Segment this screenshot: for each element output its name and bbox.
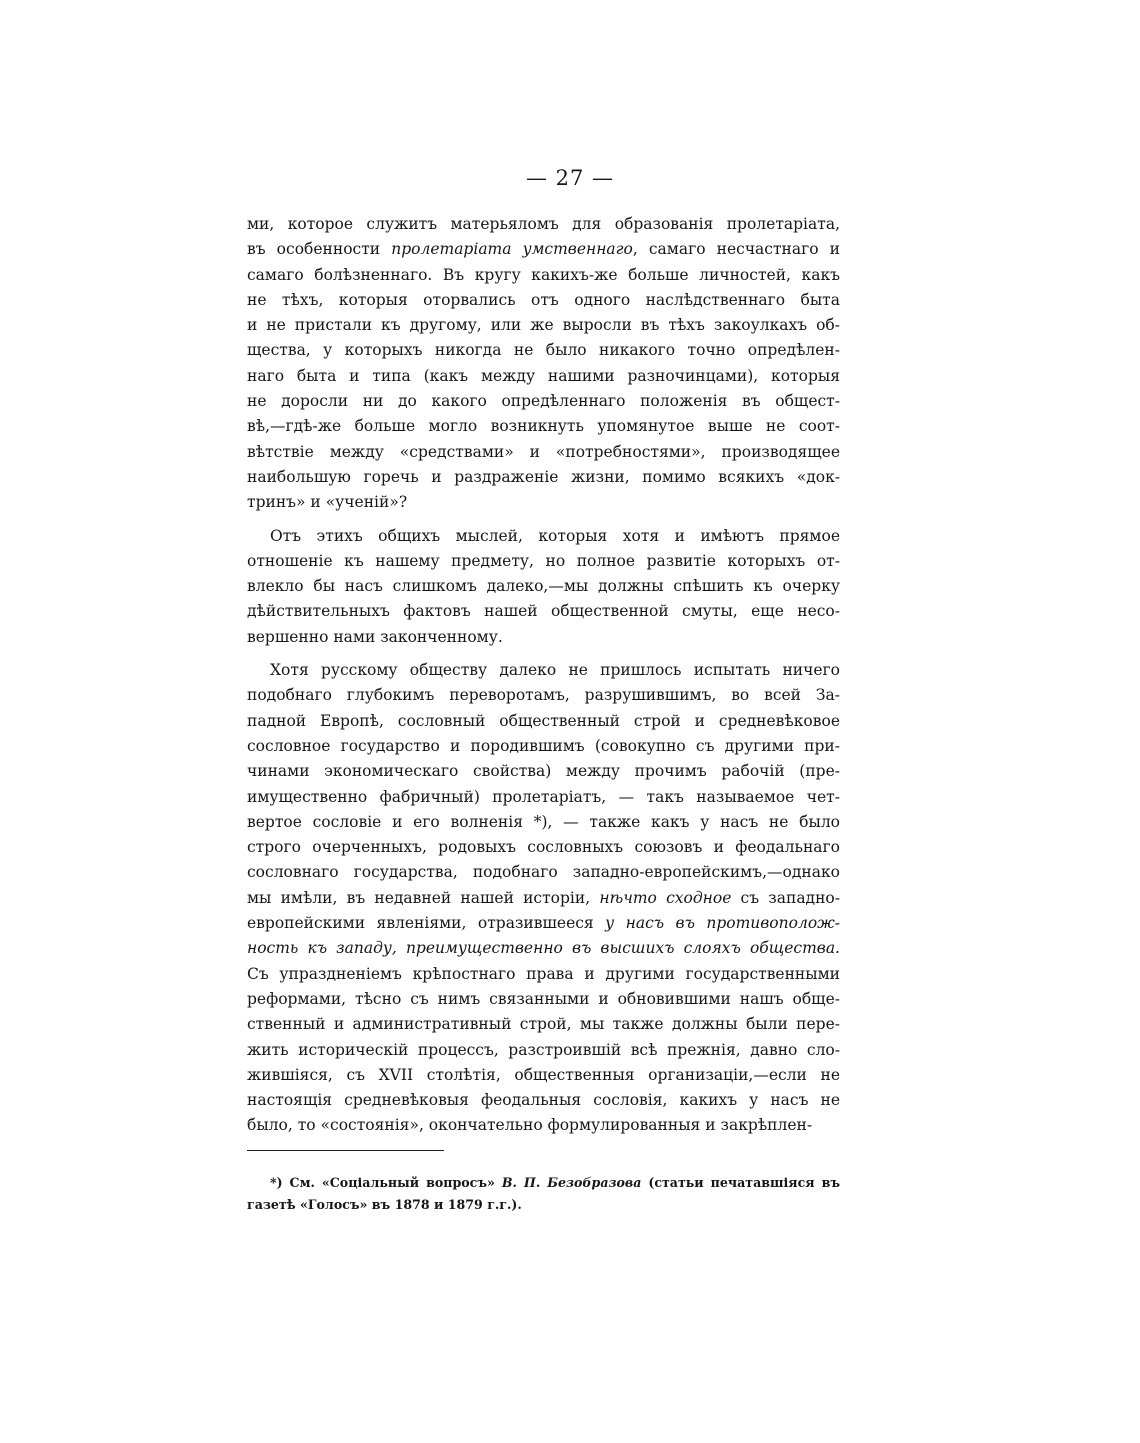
text-line: вѣ,—гдѣ-же больше могло возникнуть упомянутое выше не соот- (247, 417, 840, 436)
text-line: Хотя русскому обществу далеко не пришлось испытать ничего (270, 661, 840, 680)
text-line: сословнаго государства, подобнаго западно-европейскимъ,—однако (247, 863, 840, 882)
text-line: подобнаго глубокимъ переворотамъ, разрушившимъ, во всей За- (247, 686, 840, 705)
italic-text: нѣчто сходное (599, 888, 732, 907)
text-line: ственный и административный строй, мы также должны были пере- (247, 1015, 840, 1034)
footnote (247, 1172, 840, 1216)
text-line: и не пристали къ другому, или же выросли въ тѣхъ закоулкахъ об- (247, 316, 840, 335)
paragraph-1 (247, 212, 840, 516)
text-line: отношеніе къ нашему предмету, но полное развитіе которыхъ от- (247, 551, 840, 570)
text-line: вершенно нами законченному. (247, 627, 503, 646)
text-line: наго быта и типа (какъ между нашими разночинцами), которыя (247, 366, 840, 385)
text-line: падной Европѣ, сословный общественный строй и средневѣковое (247, 711, 840, 730)
text-line: тринъ» и «ученій»? (247, 493, 408, 512)
italic-text: у насъ въ противополож- (605, 914, 840, 933)
paragraph-2 (247, 524, 840, 650)
text-line: сословное государство и породившимъ (совокупно съ другими при- (247, 736, 840, 755)
page-number: — 27 — (525, 166, 615, 190)
text-line: жившіяся, съ XVII столѣтія, общественныя организаціи,—если не (247, 1065, 840, 1084)
text-line: жить историческій процессъ, разстроившій всѣ прежнія, давно сло- (247, 1040, 840, 1059)
text-line: не тѣхъ, которыя оторвались отъ одного наслѣдственнаго быта (247, 290, 840, 309)
text-line: было, то «состоянія», окончательно формулированныя и закрѣплен- (247, 1116, 813, 1135)
footnote-line: *) См. «Соціальный вопросъ» В. П. Безобразова (статьи печатавшіяся въ (270, 1175, 840, 1190)
italic-text: пролетаріата умственнаго (391, 240, 633, 259)
text-line: реформами, тѣсно съ нимъ связанными и обновившими нашъ обще- (247, 989, 840, 1008)
footnote-divider (247, 1150, 444, 1151)
text-line: щества, у которыхъ никогда не было никакого точно опредѣлен- (247, 341, 840, 360)
text-line: не доросли ни до какого опредѣленнаго положенія въ общест- (247, 392, 840, 411)
text-line: настоящія средневѣковыя феодальныя сословія, какихъ у насъ не (247, 1091, 840, 1110)
italic-text: ность къ западу, преимущественно въ высшихъ слояхъ общества. (247, 939, 840, 958)
italic-text: В. П. Безобразова (501, 1175, 642, 1190)
footnote-line: газетѣ «Голосъ» въ 1878 и 1879 г.г.). (247, 1197, 522, 1212)
text-line: самаго болѣзненнаго. Въ кругу какихъ-же больше личностей, какъ (247, 265, 840, 284)
text-line: Отъ этихъ общихъ мыслей, которыя хотя и имѣютъ прямое (270, 526, 840, 545)
body-text (247, 212, 840, 1139)
text-line: чинами экономическаго свойства) между прочимъ рабочій (пре- (247, 762, 840, 781)
text-line: ми, которое служитъ матерьяломъ для образованія пролетаріата, (247, 215, 840, 233)
text-line: вѣтствіе между «средствами» и «потребностями», производящее (247, 442, 840, 461)
text-line: мы имѣли, въ недавней нашей исторіи, нѣчто сходное съ западно- (247, 888, 840, 907)
text-line: имущественно фабричный) пролетаріатъ, — такъ называемое чет- (247, 787, 840, 806)
text-line: европейскими явленіями, отразившееся у насъ въ противополож- (247, 914, 840, 933)
text-line: наибольшую горечь и раздраженіе жизни, помимо всякихъ «док- (247, 467, 840, 486)
text-line: строго очерченныхъ, родовыхъ сословныхъ союзовъ и феодальнаго (247, 838, 840, 857)
text-line: вертое сословіе и его волненія *), — также какъ у насъ не было (247, 812, 840, 831)
text-line: дѣйствительныхъ фактовъ нашей общественной смуты, еще несо- (247, 602, 840, 621)
paragraph-3 (247, 658, 840, 1139)
text-line: влекло бы насъ слишкомъ далеко,—мы должны спѣшить къ очерку (247, 577, 840, 596)
text-line: въ особенности пролетаріата умственнаго, самаго несчастнаго и (247, 240, 840, 259)
text-line (247, 936, 840, 961)
text-line: Съ упраздненіемъ крѣпостнаго права и другими государственными (247, 964, 840, 983)
